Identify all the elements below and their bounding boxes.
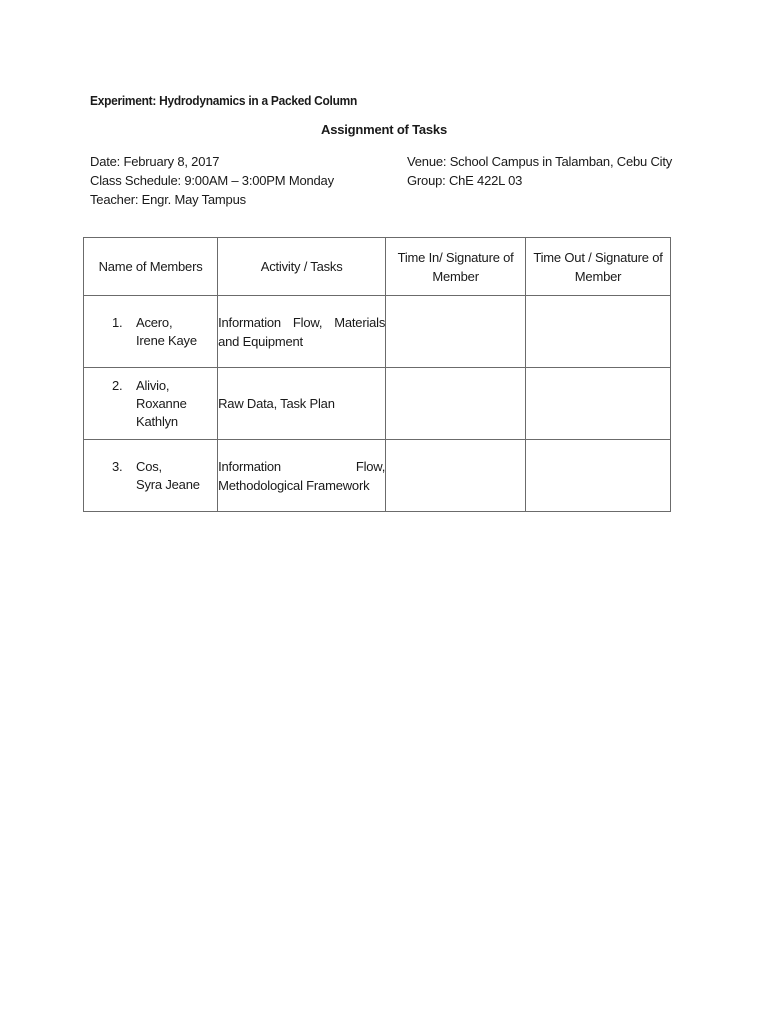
info-left-block bbox=[90, 152, 334, 209]
header-time-out-line1: Time Out / Signature of bbox=[533, 249, 663, 265]
member-number: 1. bbox=[112, 314, 123, 330]
info-right-block bbox=[407, 152, 672, 190]
member-name-line: Kathlyn bbox=[136, 413, 178, 429]
header-name-of-members: Name of Members bbox=[84, 238, 218, 296]
task-text-line2: Methodological Framework bbox=[218, 477, 370, 493]
time-out-signature-cell[interactable] bbox=[526, 296, 671, 368]
task-text-line2: and Equipment bbox=[218, 333, 303, 349]
task-text-line1: Information Flow, bbox=[218, 458, 386, 474]
table-row bbox=[84, 440, 671, 512]
member-name-line: Acero, bbox=[136, 314, 173, 330]
document-title: Experiment: Hydrodynamics in a Packed Column bbox=[90, 93, 358, 108]
task-text-line1: Information Flow, Materials bbox=[218, 314, 386, 330]
member-name-line: Irene Kaye bbox=[136, 332, 197, 348]
table-row bbox=[84, 296, 671, 368]
task-cell bbox=[218, 296, 386, 368]
task-text-line1: Raw Data, Task Plan bbox=[218, 396, 335, 411]
section-title: Assignment of Tasks bbox=[321, 122, 447, 137]
time-in-signature-cell[interactable] bbox=[386, 440, 526, 512]
info-date: Date: February 8, 2017 bbox=[90, 154, 220, 169]
table-row bbox=[84, 368, 671, 440]
member-cell bbox=[84, 440, 218, 512]
table-header-row bbox=[84, 238, 671, 296]
time-out-signature-cell[interactable] bbox=[526, 440, 671, 512]
info-teacher: Teacher: Engr. May Tampus bbox=[90, 192, 246, 207]
member-name-line: Syra Jeane bbox=[136, 476, 200, 492]
info-venue: Venue: School Campus in Talamban, Cebu City bbox=[407, 154, 673, 169]
task-cell bbox=[218, 368, 386, 440]
member-number: 3. bbox=[112, 458, 123, 474]
member-name-line: Roxanne bbox=[136, 395, 187, 411]
member-cell bbox=[84, 296, 218, 368]
time-in-signature-cell[interactable] bbox=[386, 296, 526, 368]
member-name-line: Alivio, bbox=[136, 377, 170, 393]
header-time-out-line2: Member bbox=[574, 268, 622, 284]
header-time-in bbox=[386, 238, 526, 296]
task-cell bbox=[218, 440, 386, 512]
header-time-out bbox=[526, 238, 671, 296]
time-out-signature-cell[interactable] bbox=[526, 368, 671, 440]
info-group: Group: ChE 422L 03 bbox=[407, 173, 523, 188]
member-name-line: Cos, bbox=[136, 458, 162, 474]
header-time-in-line2: Member bbox=[432, 268, 479, 284]
header-activity-tasks: Activity / Tasks bbox=[218, 238, 386, 296]
member-cell bbox=[84, 368, 218, 440]
time-in-signature-cell[interactable] bbox=[386, 368, 526, 440]
info-class-schedule: Class Schedule: 9:00AM – 3:00PM Monday bbox=[90, 173, 334, 188]
header-time-in-line1: Time In/ Signature of bbox=[397, 249, 514, 265]
task-assignment-table bbox=[83, 237, 671, 512]
member-number: 2. bbox=[112, 377, 123, 393]
